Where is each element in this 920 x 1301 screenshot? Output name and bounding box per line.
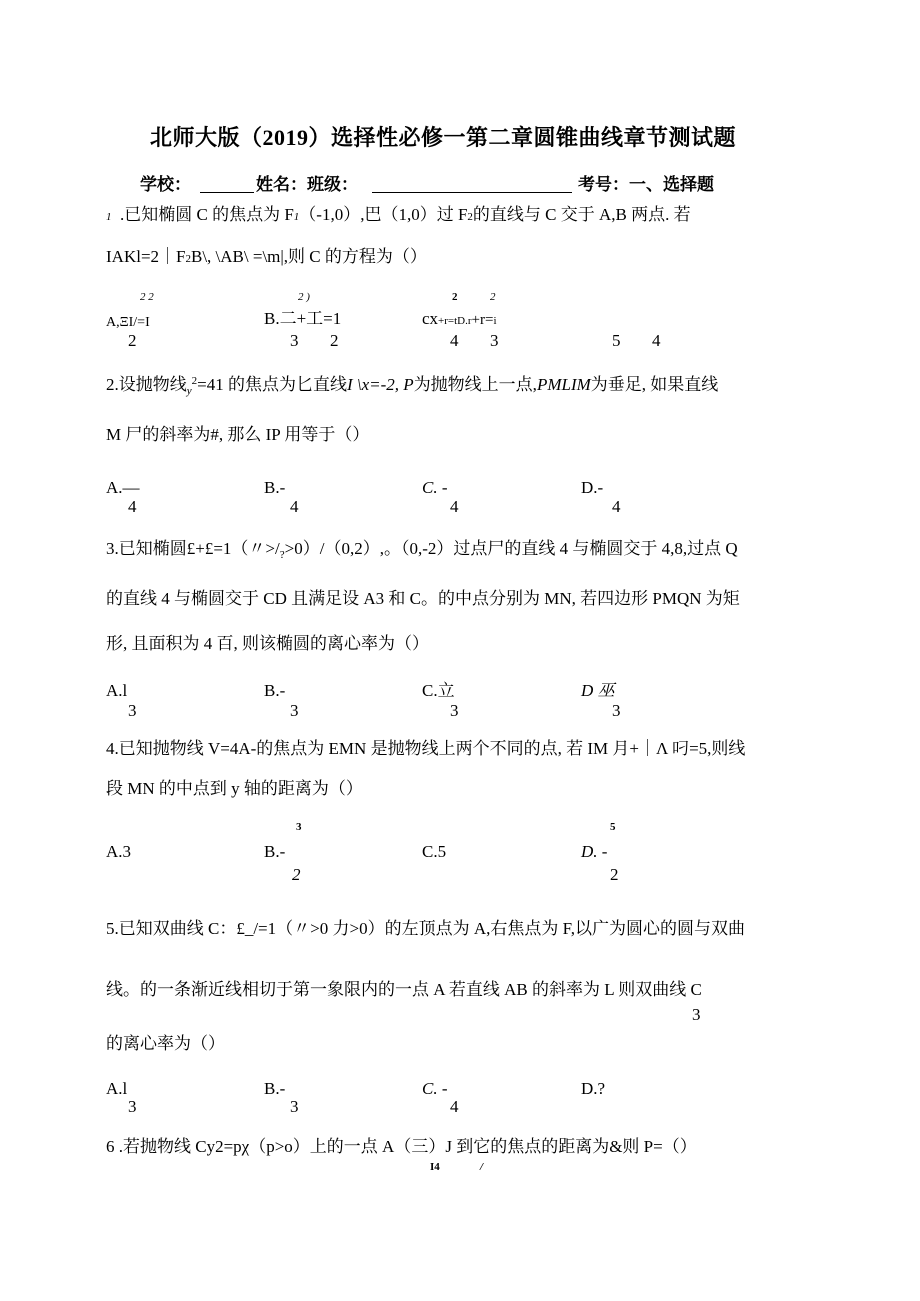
q1-option-a [106,312,150,330]
q1-line1-text: .已知椭圆 C 的焦点为 F [120,205,294,224]
q5-option-b: B.- [264,1079,286,1098]
q1-option-a-text: A,ΞI [106,315,134,330]
q4-option-c: C.5 [422,842,447,861]
q3-line3: 形, 且面积为 4 百, 则该椭圆的离心率为（） [106,634,429,653]
q1-option-a-text2: /=I [133,315,150,330]
q1-line1c: 的直线与 C 交于 A,B 两点. 若 [472,205,691,224]
q1-line2c: B\, \AB\ =\m|,则 C 的方程为（） [190,247,427,266]
q2-line1-h: 为垂足, 如果直线 [590,375,719,394]
q1-sup-d: 2 [490,291,496,303]
q5-line2: 线。的一条渐近线相切于第一象限内的一点 A 若直线 AB 的斜率为 L 则双曲线 C [106,980,702,999]
q1-line1 [120,206,691,223]
q1-line2 [106,248,427,265]
q1-den-b2: 2 [330,331,339,350]
q2-den-c: 4 [450,497,459,516]
q1-option-c-sub: +r=tD.r [438,315,472,327]
q1-den-c2: 3 [490,331,499,350]
q2-option-b: B.- [264,478,286,497]
q4-option-a: A.3 [106,842,132,861]
q5-den-a: 3 [128,1097,137,1116]
q3-den-c: 3 [450,701,459,720]
q1-sup-c: 2 [452,291,458,303]
q1-line2-sub: 2 [185,253,191,265]
q2-line1-g: PMLIM [536,375,591,394]
q5-line1: 5.已知双曲线 C：£_/=1（〃>0 力>0）的左顶点为 A,右焦点为 F,以广为圆心的圆与双曲 [106,919,745,938]
q1-line1b: （-1,0）,巴（1,0）过 F [299,205,468,224]
q5-option-a: A.l [106,1079,128,1098]
q5-option-c: C. - [422,1079,448,1098]
q1-den-d1: 5 [612,331,621,350]
q2-option-c: C. - [422,478,448,497]
q1-option-b-text: B.二+工=1 [264,309,342,328]
q5-den-b: 3 [290,1097,299,1116]
q1-option-c-text: cx [422,309,439,328]
school-label: 学校： [140,175,191,194]
q3-option-d: D 巫 [581,681,615,700]
q3-line1 [106,540,738,561]
q2-line1-d: =41 的焦点为匕直线 [197,375,347,394]
q4-line1: 4.已知抛物线 V=4A-的焦点为 EMN 是抛物线上两个不同的点, 若 IM 月+｜Λ 叼=5,则线 [106,739,746,758]
q4-sup-b: 3 [296,821,302,833]
q1-line2-text: IAKl=2｜F [106,247,186,266]
q3-den-d: 3 [612,701,621,720]
q3-line1-a: 3.已知椭圆£+£=1（〃>/ [106,539,280,558]
q1-den-c1: 4 [450,331,459,350]
q5-line3: 的离心率为（） [106,1034,225,1053]
q2-line1 [106,376,718,397]
q2-line1-y: y [186,385,192,397]
q6-sub: I4 [430,1161,440,1173]
q1-sub1: 1 [293,211,300,223]
q3-line1-sub: ? [279,549,285,561]
q6-line1: 6 .若抛物线 Cy2=pχ（p>o）上的一点 A（三）J 到它的焦点的距离为&则 P=（） [106,1137,697,1156]
name-class-label: 姓名：班级： [256,175,358,194]
q4-den-d: 2 [610,865,619,884]
q1-sub2: 2 [467,211,473,223]
q5-option-d: D.? [581,1079,606,1098]
q3-line2: 的直线 4 与椭圆交于 CD 且满足设 A3 和 C。的中点分别为 MN, 若四边形 PMQN 为矩 [106,589,740,608]
q3-line1-b: >0）/（0,2）,。（0,-2）过点尸的直线 4 与椭圆交于 4,8,过点 Q [284,539,738,558]
q2-option-d: D.- [581,478,604,497]
q1-number: 1 [106,211,112,223]
q2-den-a: 4 [128,497,137,516]
q3-option-a: A.l [106,681,128,700]
page-title: 北师大版（2019）选择性必修一第二章圆锥曲线章节测试题 [150,125,737,150]
q4-sup-d: 5 [610,821,616,833]
q2-den-d: 4 [612,497,621,516]
q1-option-b [264,310,341,328]
q1-option-cd [422,310,497,328]
q3-den-b: 3 [290,701,299,720]
q1-den-a: 2 [128,331,137,350]
q2-line1-e: I \x=-2, P [346,375,414,394]
exam-section-label: 考号：一、选择题 [578,175,714,194]
q6-sub2: / [480,1161,484,1173]
q5-den-c: 4 [450,1097,459,1116]
q2-line1-a: 2.设抛物线 [106,375,187,394]
q2-line1-f: 为抛物线上一点, [413,375,537,394]
school-blank [200,176,254,195]
q2-den-b: 4 [290,497,299,516]
q4-option-b: B.- [264,842,286,861]
q3-den-a: 3 [128,701,137,720]
q4-line2: 段 MN 的中点到 y 轴的距离为（） [106,779,363,798]
q1-sup-b: 2 ) [298,291,310,303]
q4-option-d: D. - [581,842,608,861]
q3-option-c: C.立 [422,681,455,700]
class-blank [372,176,572,195]
q1-den-d2: 4 [652,331,661,350]
q1-option-d-text: +r= [471,312,494,328]
q1-den-b1: 3 [290,331,299,350]
q5-line2-den: 3 [692,1005,701,1024]
q1-sup-a: 2 2 [140,291,154,303]
q2-option-a: A.— [106,478,140,497]
q4-den-b: 2 [292,865,301,884]
q2-line1-sup: 2 [191,375,198,387]
q3-option-b: B.- [264,681,286,700]
q2-line2: M 尸的斜率为#, 那么 IP 用等于（） [106,425,370,444]
q1-option-d-sub: i [493,315,497,327]
